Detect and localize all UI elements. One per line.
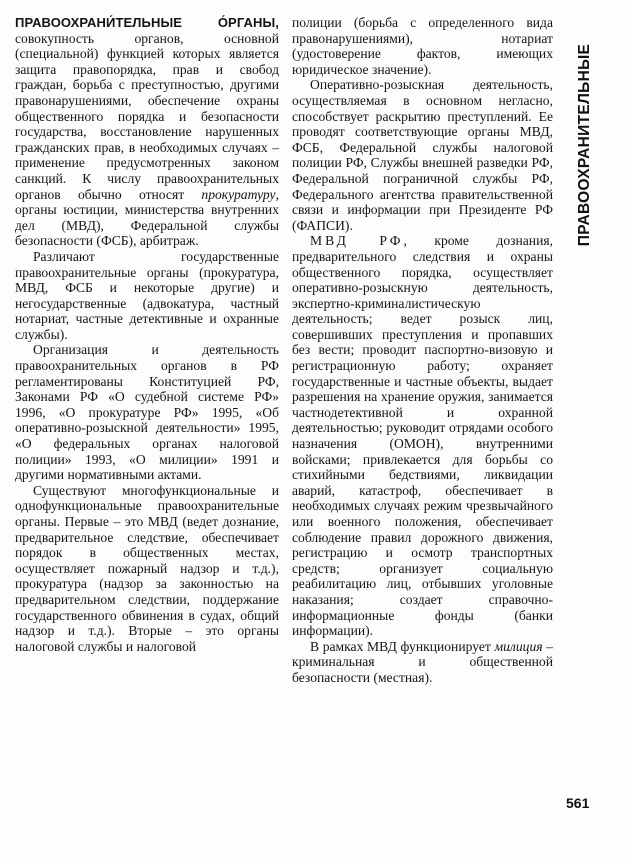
cross-reference: прокуратуру — [201, 186, 276, 202]
page-number: 561 — [566, 795, 590, 811]
entry-text: – криминальная и общественной безопасности (местная). — [292, 638, 553, 685]
entry-text: В рамках МВД функционирует — [310, 638, 495, 654]
spaced-lead-term: МВД РФ — [310, 233, 404, 249]
entry-paragraph: Различают государственные правоохранительные органы (прокуратура, МВД, ФСБ и некоторые другие) и негосударственные (адвокатура, частный нотариат, частные детективные и охранные службы). — [15, 248, 279, 342]
entry-paragraph: Существуют многофункциональные и однофункциональные правоохранительные органы. Первые – это МВД (ведет дознание, предварительное следствие, обеспечивает порядок в общественных местах, осуществляет пожарный надзор и т.д.), прокуратура (надзор за законностью на предварительном следствии, поддержание государственного обвинения в судах, общий надзор и т.д.). Вторые – это органы налоговой службы и налоговой — [15, 482, 279, 654]
cross-reference: милиция — [494, 638, 543, 654]
running-head — [565, 10, 605, 280]
right-column — [292, 15, 553, 686]
entry-text: , органы юстиции, министерства внутренних дел (МВД), Федеральной службы безопасности (ФСБ), арбитраж. — [15, 186, 279, 249]
entry-text: , кроме дознания, предварительного следствия и охраны общественного порядка, осуществляет оперативно-розыскную деятельность, экспертно-криминалистическую деятельность; ведет розыск лиц, совершивших преступления и пропавших без вести; проводит паспортно-визовую и регистрационную работу; охраняет государственные и частные объекты, выдает разрешения на хранение оружия, занимается частнодетективной и охранной деятельностью; руководит отрядами особого назначения (ОМОН), внутренними войсками; привлекается для борьбы со стихийными бедствиями, ликвидации аварий, катастроф, обеспечивает в необходимых случаях режим чрезвычайного или военного положения, обеспечивает соблюдение правил дорожного движения, регистрацию и осмотр транспортных средств; организует социальную реабилитацию лиц, отбывших уголовные наказания; создает справочно-информационные фонды (банки информации). — [292, 233, 553, 639]
left-column — [15, 15, 279, 654]
entry-paragraph — [292, 639, 553, 686]
entry-paragraph: Оперативно-розыскная деятельность, осуществляемая в основном негласно, способствует раскрытию преступлений. Ее проводят соответствующие органы МВД, ФСБ, Федеральной службы налоговой полиции РФ, Службы внешней разведки РФ, Федеральной пограничной службы РФ, Федерального агентства правительственной связи и информации при Президенте РФ (ФАПСИ). — [292, 77, 553, 233]
entry-paragraph: полиции (борьба с определенного вида правонарушениями), нотариат (удостоверение фактов, имеющих юридическое значение). — [292, 15, 553, 77]
entry-headword: ПРАВООХРАНИ́ТЕЛЬНЫЕ О́РГАНЫ, — [15, 15, 279, 30]
entry-paragraph — [292, 233, 553, 638]
entry-text: совокупность органов, основной (специальной) функцией которых является защита правопорядка, прав и свобод граждан, борьба с преступностью, другими правонарушениями, обеспечение охраны общественного порядка и безопасности государства, восстановление нарушенных гражданских прав, в необходимых случаях – применение предусмотренных законом санкций. К числу правоохранительных органов обычно относят — [15, 30, 279, 202]
entry-paragraph: Организация и деятельность правоохранительных органов в РФ регламентированы Конституцией РФ, Законами РФ «О судебной системе РФ» 1996, «О прокуратуре РФ» 1995, «Об оперативно-розыскной деятельности» 1995, «О федеральных органах налоговой полиции» 1993, «О милиции» 1991 и другими нормативными актами. — [15, 342, 279, 483]
running-head-text: ПРАВООХРАНИТЕЛЬНЫЕ — [576, 43, 594, 247]
entry-paragraph — [15, 15, 279, 249]
